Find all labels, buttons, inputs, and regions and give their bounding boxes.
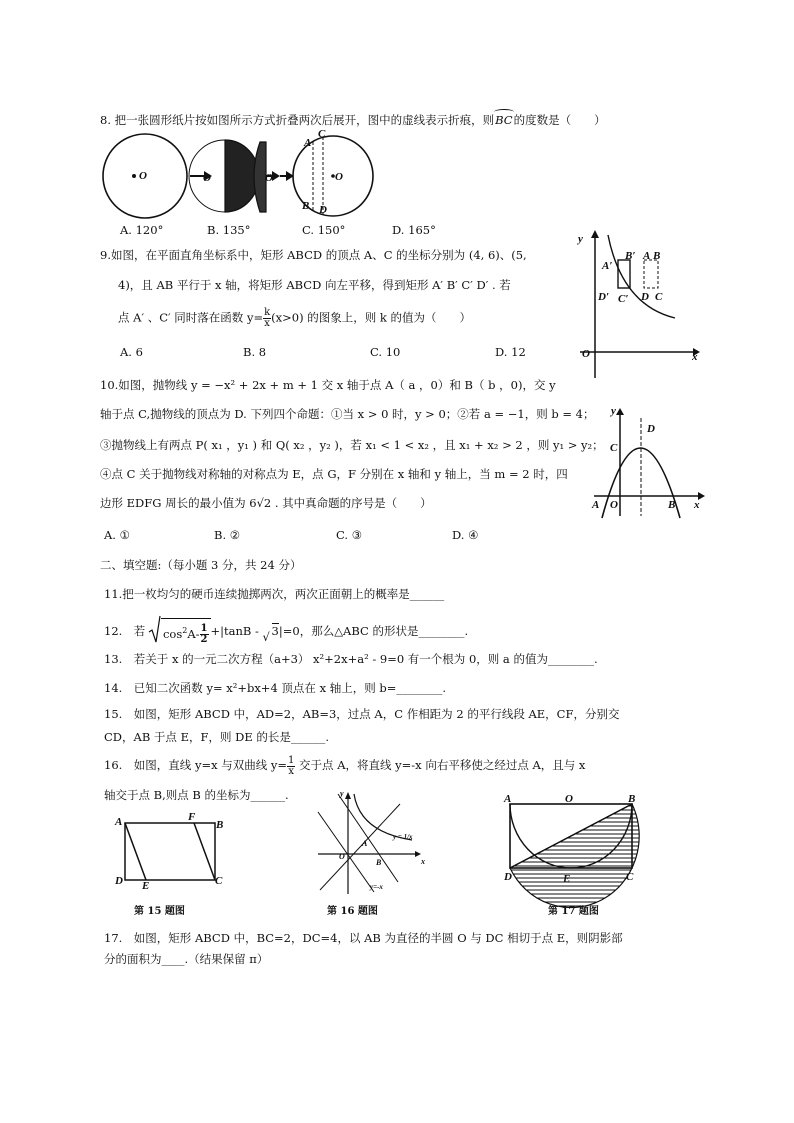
q8-label-a: A <box>304 137 312 149</box>
q9-label-o: O <box>582 348 590 360</box>
q17-figure <box>504 800 644 875</box>
q15-label-e: E <box>142 880 150 892</box>
q9-y-arrow <box>591 230 599 238</box>
q10-line-2: 轴于点 C,抛物线的顶点为 D. 下列四个命题：①当 x > 0 时，y > 0；②若 a = −1，则 b = 4； <box>100 407 595 421</box>
q17-label-a: A <box>504 793 512 805</box>
q10-label-x: x <box>694 499 700 511</box>
section-2-title: 二、填空题:（每小题 3 分，共 24 分） <box>100 558 302 572</box>
q8-stem: 8. 把一张圆形纸片按如图所示方式折叠两次后展开，图中的虚线表示折痕，则 BC的度数是（ ） <box>100 112 606 128</box>
q15-label-b: B <box>216 819 224 831</box>
q8-label-o4: O <box>335 171 343 183</box>
q10-label-b: B <box>668 499 676 511</box>
q17-line-2: 分的面积为____.（结果保留 π） <box>104 952 269 966</box>
q10-option-c[interactable]: C. ③ <box>336 528 363 542</box>
q15-label-f: F <box>188 811 196 823</box>
q14: 14. 已知二次函数 y= x²+bx+4 顶点在 x 轴上，则 b=________. <box>104 681 447 695</box>
q10-label-a: A <box>592 499 600 511</box>
q10-option-b[interactable]: B. ② <box>214 528 241 542</box>
q15-label-d: D <box>115 875 123 887</box>
q16-label-o: O <box>339 852 345 861</box>
arc-mark <box>494 109 513 115</box>
q16-shifted-line <box>338 794 398 882</box>
q8-option-b[interactable]: B. 135° <box>207 223 251 237</box>
q8-label-b: B <box>302 200 310 212</box>
q9-line-1: 9.如图，在平面直角坐标系中，矩形 ABCD 的顶点 A、C 的坐标分别为 (4, 6)、(5, <box>100 248 527 262</box>
q9-rect-shifted <box>618 260 630 288</box>
q10-label-d: D <box>647 423 655 435</box>
q10-y-arrow <box>616 408 624 415</box>
q10-label-o: O <box>610 499 618 511</box>
q8-option-a[interactable]: A. 120° <box>120 223 164 237</box>
q15-rectangle <box>125 823 215 880</box>
q16-label-x: x <box>421 857 425 866</box>
q9-label-c: C <box>655 291 663 303</box>
q8-label-o1: O <box>139 170 147 182</box>
q9-label-a: A <box>643 250 651 262</box>
q9-label-d1: D′ <box>598 291 610 303</box>
q16-line-2: 轴交于点 B,则点 B 的坐标为______. <box>104 788 289 802</box>
q11: 11.把一枚均匀的硬币连续抛掷两次，两次正面朝上的概率是______ <box>104 587 445 601</box>
q16-caption: 第 16 题图 <box>327 906 378 917</box>
q13: 13. 若关于 x 的一元二次方程（a+3） x²+2x+a² - 9=0 有一个根为 0，则 a 的值为________. <box>104 652 598 666</box>
q17-label-c: C <box>626 871 634 883</box>
q10-line-5: 边形 EDFG 周长的最小值为 6√2 . 其中真命题的序号是（ ） <box>100 496 432 510</box>
q8-option-d[interactable]: D. 165° <box>392 223 436 237</box>
q10-label-c: C <box>610 442 618 454</box>
q10-option-a[interactable]: A. ① <box>104 528 130 542</box>
q9-label-c1: C′ <box>618 293 629 305</box>
q10-line-3: ③抛物线上有两点 P( x₁ ，y₁ ) 和 Q( x₂ ，y₂ )，若 x₁ < 1 < x₂ ，且 x₁ + x₂ > 2 ，则 y₁ > y₂； <box>100 438 604 452</box>
q9-option-c[interactable]: C. 10 <box>370 345 401 359</box>
q16-label-curve: y = 1/x <box>393 833 413 841</box>
q9-line-2: 4)，且 AB 平行于 x 轴，将矩形 ABCD 向左平移，得到矩形 A′ B′ C′ D′ . 若 <box>118 278 511 292</box>
q16-label-b: B <box>376 858 382 867</box>
q15-label-c: C <box>215 875 223 887</box>
q9-option-a[interactable]: A. 6 <box>120 345 143 359</box>
q15-line-2: CD，AB 于点 E，F，则 DE 的长是______. <box>104 730 330 744</box>
arc-bc: BC <box>494 112 513 128</box>
q15-figure <box>120 818 230 883</box>
q16-y-arrow <box>345 792 351 799</box>
q9-label-b1: B′ <box>625 250 636 262</box>
q17-label-o: O <box>565 793 573 805</box>
q16-line-1: 16. 如图，直线 y=x 与双曲线 y= $\frac{1}{x}$ 交于点 A，将直线 y=-x 向右平移使之经过点 A，且与 x <box>104 754 586 777</box>
q9-line-3: 点 A′ 、C′ 同时落在函数 y= $\frac{k}{x}$ (x>0) 的图象上，则 k 的值为（ ） <box>118 307 472 329</box>
q16-line-y-eq-neg-x <box>318 812 374 892</box>
q16-label-a: A <box>362 839 368 848</box>
q15-label-a: A <box>115 816 123 828</box>
sqrt-expression: $\cos^2A-$ $\frac{1}{2}$ <box>149 618 211 647</box>
q10-label-y: y <box>611 405 616 417</box>
q17-label-b: B <box>628 793 636 805</box>
one-over-x: $\frac{1}{x}$ <box>288 754 295 777</box>
q16-label-line: y=-x <box>370 883 383 891</box>
q9-label-y: y <box>578 233 583 245</box>
q8-center-dot-1 <box>132 174 136 178</box>
q16-line-y-eq-x <box>320 804 400 890</box>
q10-option-d[interactable]: D. ④ <box>452 528 479 542</box>
q8-label-c: C <box>318 128 326 140</box>
q9-label-d: D <box>641 291 649 303</box>
q16-figure <box>314 790 424 900</box>
q16-label-y: y <box>340 789 344 798</box>
q8-option-c[interactable]: C. 150° <box>302 223 346 237</box>
q10-line-1: 10.如图，抛物线 y = −x² + 2x + m + 1 交 x 轴于点 A（ a ，0）和 B（ b ，0)，交 y <box>100 378 556 392</box>
q9-rect-original <box>644 260 658 288</box>
q8-label-o3: O <box>265 172 273 184</box>
q8-arrow-2-head <box>272 171 280 181</box>
radical-sign <box>149 616 161 644</box>
q9-label-a1: A′ <box>602 260 613 272</box>
q8-label-d: D <box>319 204 327 216</box>
q9-option-d[interactable]: D. 12 <box>495 345 526 359</box>
q10-line-4: ④点 C 关于抛物线对称轴的对称点为 E，点 G，F 分别在 x 轴和 y 轴上，当 m = 2 时，四 <box>100 467 568 481</box>
q15-segment-cf <box>194 823 215 880</box>
q8-label-o2: O <box>203 172 211 184</box>
q17-shaded-region <box>510 804 639 908</box>
q17-label-d: D <box>504 871 512 883</box>
q17-line-1: 17. 如图，矩形 ABCD 中，BC=2，DC=4，以 AB 为直径的半圆 O 与 DC 相切于点 E，则阴影部 <box>104 931 623 945</box>
q15-line-1: 15. 如图，矩形 ABCD 中，AD=2，AB=3，过点 A，C 作相距为 2 的平行线段 AE，CF，分别交 <box>104 707 620 721</box>
sqrt-3: √ 3 <box>262 624 279 644</box>
q9-label-x: x <box>692 351 698 363</box>
q9-label-b: B <box>653 250 661 262</box>
k-over-x: $\frac{k}{x}$ <box>264 307 271 329</box>
q12: 12. 若 $\cos^2A-$ $\frac{1}{2}$ +|tanB - √ 3|=0，那么△ABC 的形状是________. <box>104 616 468 646</box>
q9-option-b[interactable]: B. 8 <box>243 345 267 359</box>
q15-segment-ae <box>125 823 146 880</box>
q15-caption: 第 15 题图 <box>134 906 185 917</box>
q17-label-e: E <box>563 873 571 885</box>
q17-caption: 第 17 题图 <box>548 906 599 917</box>
